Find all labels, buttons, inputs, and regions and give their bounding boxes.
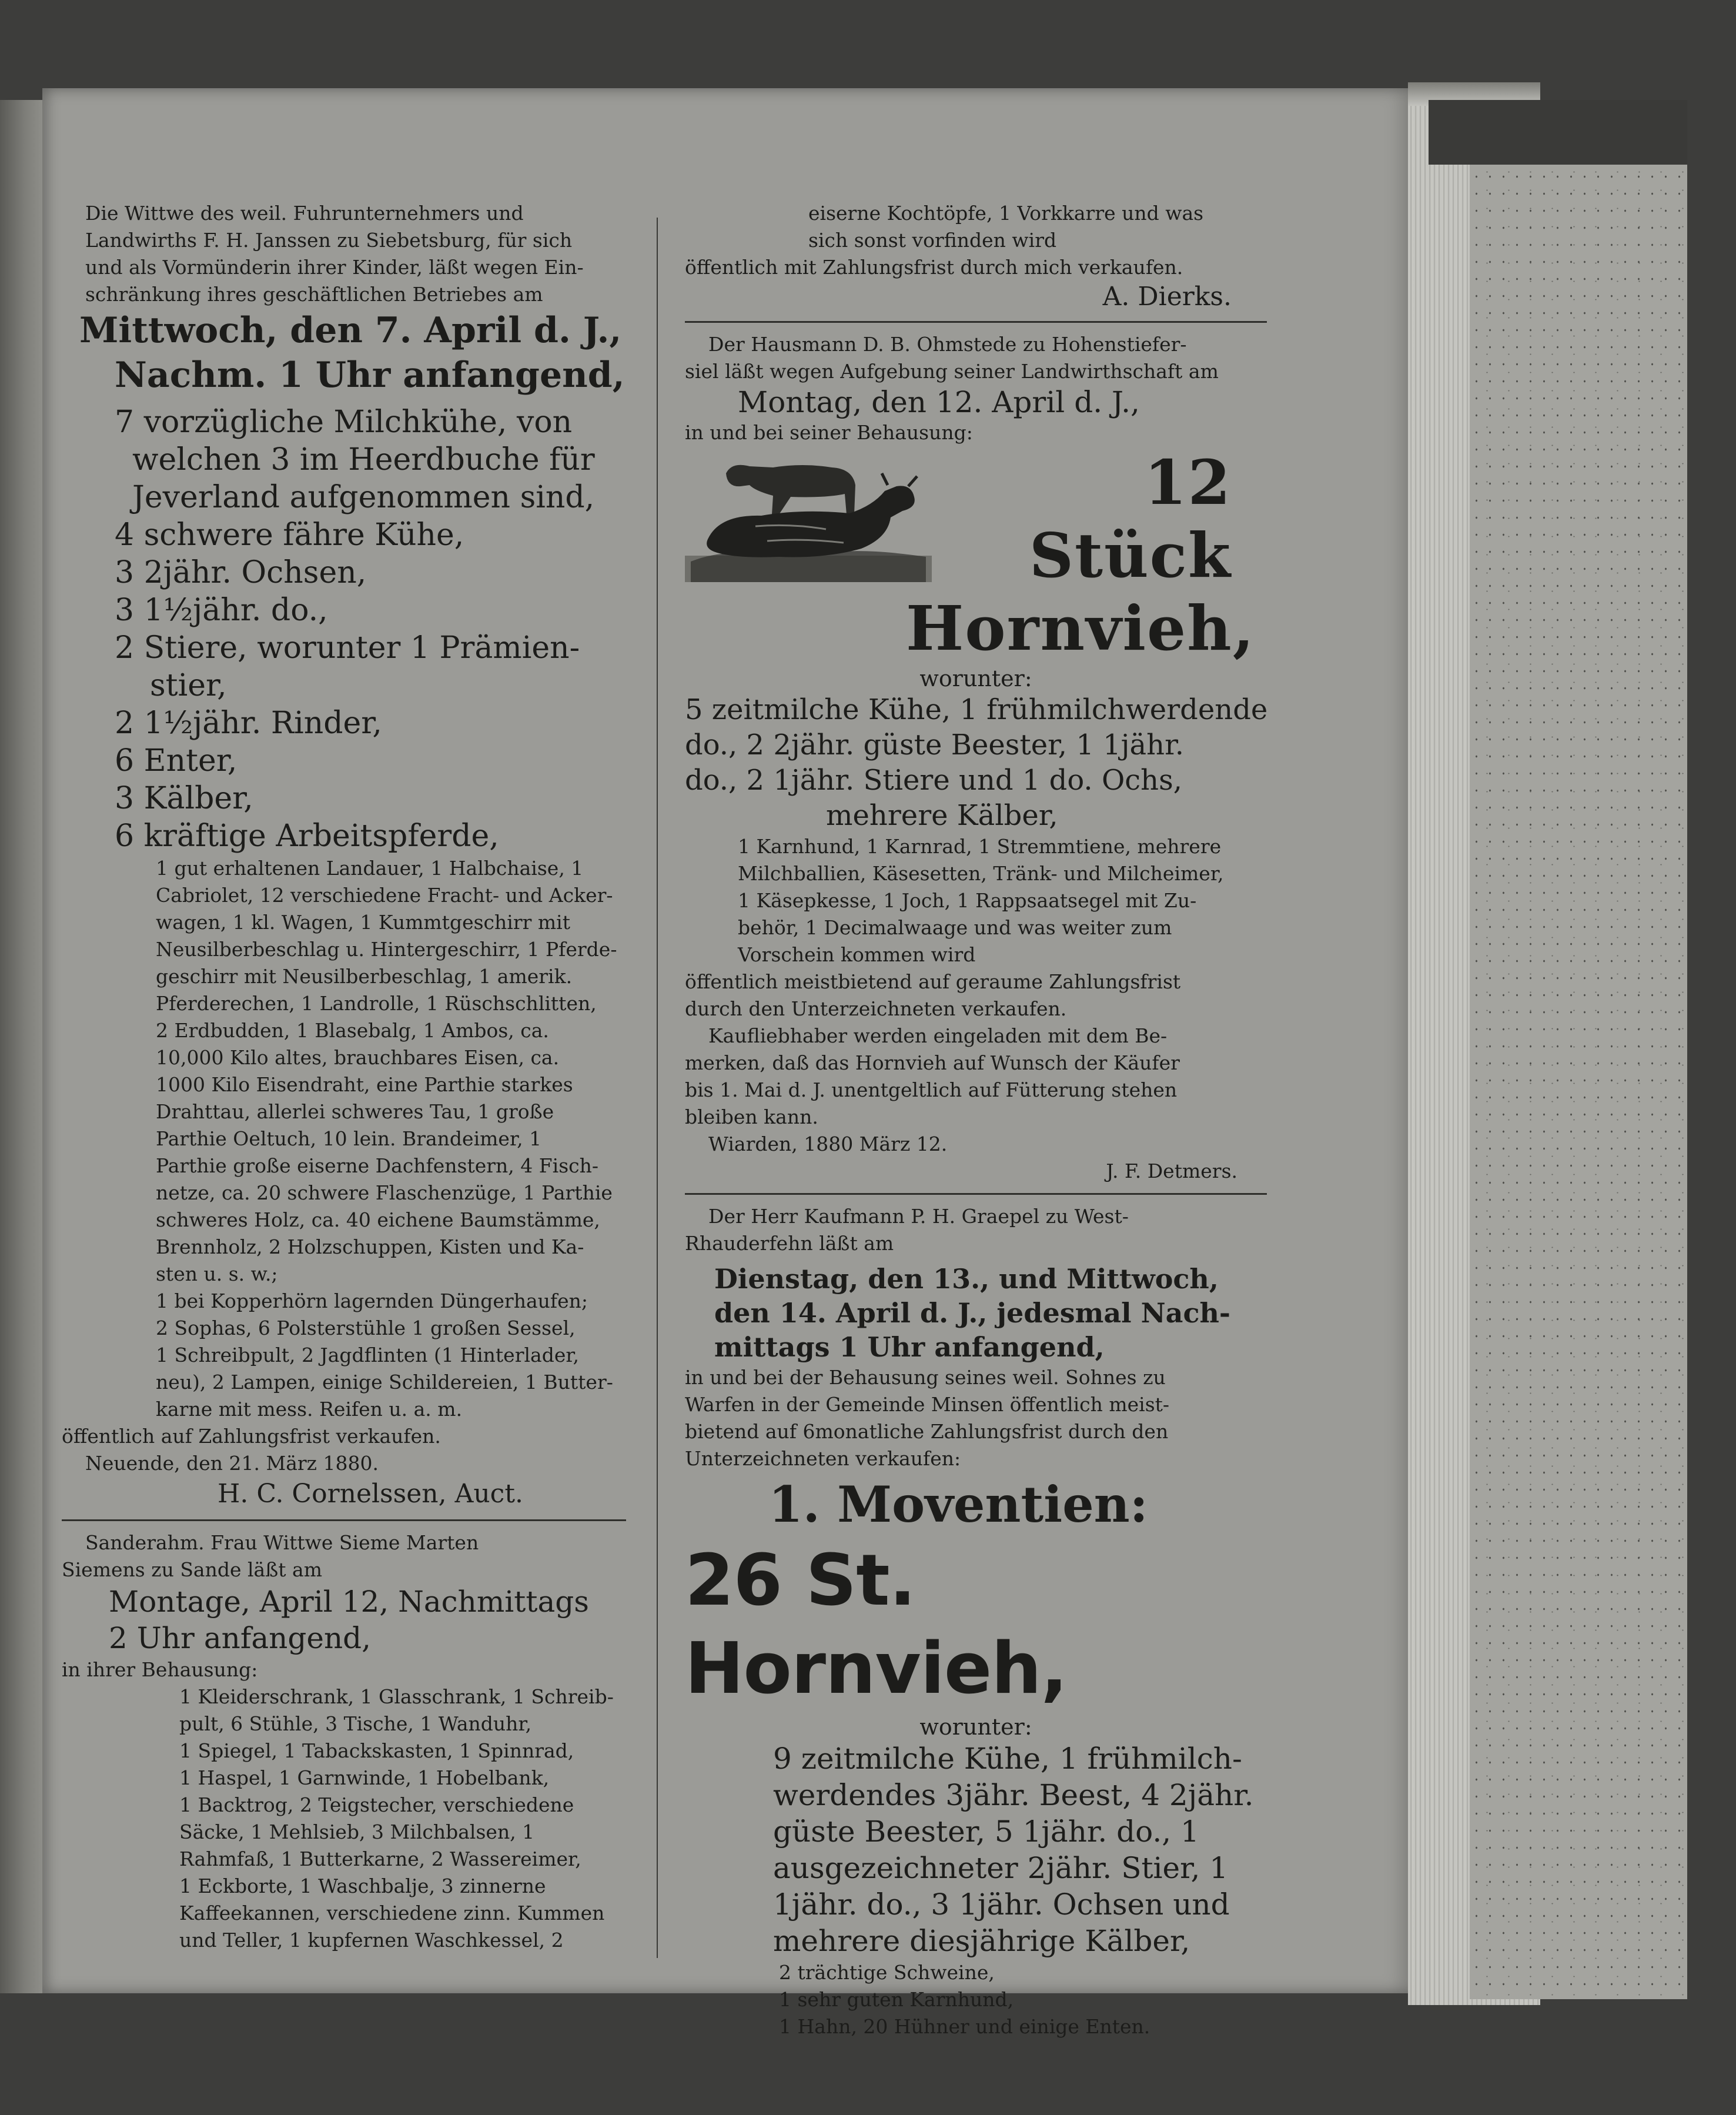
auction-ad-dierks bbox=[685, 200, 1267, 313]
cattle-illustration bbox=[685, 450, 932, 582]
book-cover-edge bbox=[1470, 100, 1687, 1999]
ad-continued-text: eiserne Kochtöpfe, 1 Vorkkarre und was sich sonst vorfinden wird öffentlich mit Zahlungsfrist durch mich verkaufen. bbox=[685, 202, 1204, 279]
ad-signature: A. Dierks. bbox=[1102, 282, 1232, 312]
misc-animals-list: 2 trächtige Schweine, 1 sehr guten Karnhund, 1 Hahn, 20 Hühner und einige Enten. bbox=[779, 1961, 1150, 2038]
headline-hornvieh: 26 St. Hornvieh, bbox=[685, 1540, 1068, 1710]
auction-ad-graepel bbox=[685, 1203, 1267, 2040]
ad-body: in und bei der Behausung seines weil. Sohnes zu Warfen in der Gemeinde Minsen öffentlich meist- bietend auf 6monatliche Zahlungsfrist durch den Unterzeichneten verkaufen: bbox=[685, 1366, 1170, 1470]
left-column bbox=[62, 200, 626, 1954]
livestock-list: 9 zeitmilche Kühe, 1 frühmilch- werdendes 3jähr. Beest, 4 2jähr. güste Beester, 5 1jähr. do., 1 ausgezeichneter 2jähr. Stier, 1 1jähr. do., 3 1jähr. Ochsen und mehrere diesjährige Kälber, bbox=[773, 1742, 1254, 1958]
section-heading: 1. Moventien: bbox=[768, 1475, 1148, 1533]
ad-intro: Sanderahm. Frau Wittwe Sieme Marten Siemens zu Sande läßt am bbox=[62, 1531, 479, 1581]
auction-ad-ohmstede bbox=[685, 331, 1267, 1185]
worunter-label: worunter: bbox=[919, 1714, 1032, 1740]
headline-count: 12 Stück bbox=[1029, 446, 1232, 592]
column-divider bbox=[657, 218, 658, 1958]
cattle-headline-block bbox=[685, 446, 1267, 665]
ad-intro: Der Herr Kaufmann P. H. Graepel zu West- Rhauderfehn läßt am bbox=[685, 1205, 1129, 1255]
livestock-list: 5 zeitmilche Kühe, 1 frühmilchwerdende do., 2 2jähr. güste Beester, 1 1jähr. do., 2 1jähr. Stiere und 1 do. Ochs, mehrere Kälber, bbox=[685, 693, 1268, 832]
equipment-list: 1 gut erhaltenen Landauer, 1 Halbchaise, 1 Cabriolet, 12 verschiedene Fracht- und Acker- wagen, 1 kl. Wagen, 1 Kummtgeschirr mit Neusilberbeschlag u. Hintergeschirr, 1 Pferde- geschirr mit Neusilberbeschlag, 1 amerik. Pferderechen, 1 Landrolle, 1 Rüschschlitten, 2 Erdbudden, 1 Blasebalg, 1 Ambos, ca. 10,000 Kilo altes, brauchbares Eisen, ca. 1000 Kilo Eisendraht, eine Parthie starkes Drahttau, allerlei schweres Tau, 1 große Parthie Oeltuch, 10 lein. Brandeimer, 1 Parthie große eiserne Dachfenstern, 4 Fisch- netze, ca. 20 schwere Flaschenzüge, 1 Parthie schweres Holz, ca. 40 eichene Baumstämme, Brennholz, 2 Holzschuppen, Kisten und Ka- sten u. s. w.; 1 bei Kopperhörn lagernden Düngerhaufen; 2 Sophas, 6 Polsterstühle 1 großen Sessel, 1 Schreibpult, 2 Jagdflinten (1 Hinterlader, neu), 2 Lampen, einige Schildereien, 1 Butter- karne mit mess. Reifen u. a. m. bbox=[156, 857, 617, 1421]
book-cover-top bbox=[1429, 100, 1687, 165]
ad-date: Mittwoch, den 7. April d. J., Nachm. 1 Uhr anfangend, bbox=[79, 310, 625, 396]
ad-signature: J. F. Detmers. bbox=[1106, 1160, 1237, 1182]
ad-separator bbox=[62, 1519, 626, 1521]
household-list: 1 Kleiderschrank, 1 Glasschrank, 1 Schreib- pult, 6 Stühle, 3 Tische, 1 Wanduhr, 1 Spiegel, 1 Tabackskasten, 1 Spinnrad, 1 Haspel, 1 Garnwinde, 1 Hobelbank, 1 Backtrog, 2 Teigstecher, verschiedene Säcke, 1 Mehlsieb, 3 Milchbalsen, 1 Rahmfaß, 1 Butterkarne, 2 Wassereimer, 1 Eckborte, 1 Waschbalje, 3 zinnerne Kaffeekannen, verschiedene zinn. Kummen und Teller, 1 kupfernen Waschkessel, 2 bbox=[179, 1685, 614, 1952]
headline-hornvieh: Hornvieh, bbox=[906, 592, 1255, 664]
ad-intro: Der Hausmann D. B. Ohmstede zu Hohenstiefer- siel läßt wegen Aufgebung seiner Landwirthschaft am bbox=[685, 333, 1219, 383]
ad-date: Dienstag, den 13., und Mittwoch, den 14. April d. J., jedesmal Nach- mittags 1 Uhr anfangend, bbox=[714, 1263, 1231, 1363]
facing-page-edge bbox=[0, 100, 42, 1993]
equipment-list: 1 Karnhund, 1 Karnrad, 1 Stremmtiene, mehrere Milchballien, Käsesetten, Tränk- und Milcheimer, 1 Käsepkesse, 1 Joch, 1 Rappsaatsegel mit Zu- behör, 1 Decimalwaage und was weiter zum Vorschein kommen wird bbox=[738, 835, 1224, 966]
ad-separator bbox=[685, 1193, 1267, 1195]
ad-date: Montag, den 12. April d. J., bbox=[738, 385, 1140, 419]
right-column bbox=[685, 200, 1267, 2040]
ad-separator bbox=[685, 321, 1267, 323]
ad-closing: öffentlich auf Zahlungsfrist verkaufen. Neuende, den 21. März 1880. bbox=[62, 1425, 441, 1475]
auction-ad-siemens bbox=[62, 1529, 626, 1954]
worunter-label: worunter: bbox=[919, 666, 1032, 691]
ad-location: in ihrer Behausung: bbox=[62, 1658, 258, 1681]
ad-date: Montage, April 12, Nachmittags 2 Uhr anfangend, bbox=[109, 1585, 589, 1655]
ad-signature: H. C. Cornelssen, Auct. bbox=[218, 1479, 523, 1509]
auction-ad-janssen bbox=[62, 200, 626, 1511]
ad-location: in und bei seiner Behausung: bbox=[685, 421, 973, 444]
livestock-list: 7 vorzügliche Milchkühe, von welchen 3 im Heerdbuche für Jeverland aufgenommen sind, 4 schwere fähre Kühe, 3 2jähr. Ochsen, 3 1½jähr. do., 2 Stiere, worunter 1 Prämien- stier, 2 1½jähr. Rinder, 6 Enter, 3 Kälber, 6 kräftige Arbeitspferde, bbox=[115, 405, 595, 854]
ad-intro: Die Wittwe des weil. Fuhrunternehmers und Landwirths F. H. Janssen zu Siebetsburg, für sich und als Vormünderin ihrer Kinder, läßt wegen Ein- schränkung ihres geschäftlichen Betriebes am bbox=[85, 202, 584, 306]
ad-closing: öffentlich meistbietend auf geraume Zahlungsfrist durch den Unterzeichneten verkaufen. Kaufliebhaber werden eingeladen mit dem Be- merken, daß das Hornvieh auf Wunsch der Käufer bis 1. Mai d. J. unentgeltlich auf Fütterung stehen bleiben kann. Wiarden, 1880 März 12. bbox=[685, 970, 1181, 1155]
